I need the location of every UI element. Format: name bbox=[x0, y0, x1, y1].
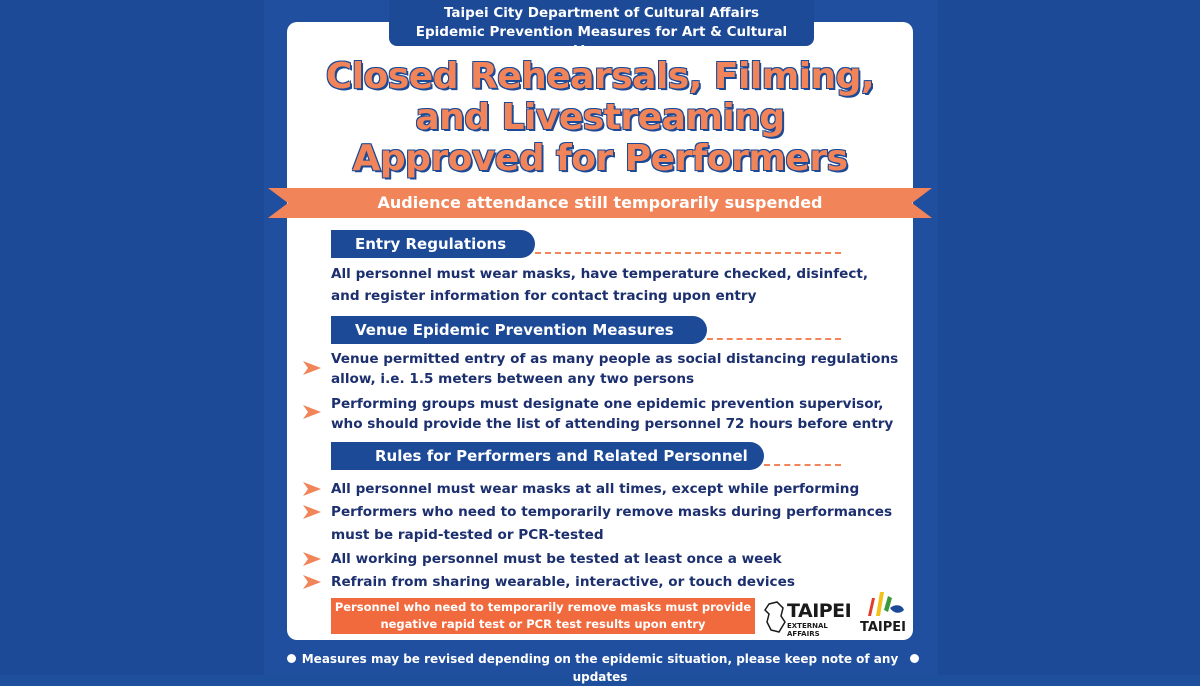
ribbon-text: Audience attendance still temporarily suspended bbox=[377, 193, 823, 212]
rules-item-2-line-1: Performers who need to temporarily remove masks during performances bbox=[331, 504, 893, 520]
taipei-brushstroke-icon bbox=[858, 588, 908, 622]
rules-item-1: All personnel must wear masks at all times, except while performing bbox=[331, 481, 860, 497]
notice-box bbox=[331, 598, 755, 634]
title-line-1: Closed Rehearsals, Filming, bbox=[325, 56, 875, 97]
taipei-map-icon bbox=[763, 600, 787, 636]
venue-item-2-line-2: who should provide the list of attending personnel 72 hours before entry bbox=[331, 416, 894, 432]
arrow-bullet-icon bbox=[303, 552, 321, 566]
venue-item-1-line-2: allow, i.e. 1.5 meters between any two persons bbox=[331, 371, 695, 387]
section-heading-entry: Entry Regulations bbox=[331, 230, 535, 258]
header-line-1: Taipei City Department of Cultural Affairs bbox=[443, 5, 760, 21]
logo-word: TAIPEI bbox=[860, 620, 907, 635]
venue-item-1-line-1: Venue permitted entry of as many people as social distancing regulations bbox=[331, 351, 899, 367]
background-left-panel bbox=[0, 0, 264, 675]
notice-line-2: negative rapid test or PCR test results upon entry bbox=[380, 617, 706, 631]
ribbon-banner bbox=[268, 188, 932, 218]
arrow-bullet-icon bbox=[303, 575, 321, 589]
taipei-city-logo bbox=[858, 588, 910, 638]
notice-line-1: Personnel who need to temporarily remove masks must provide bbox=[334, 600, 752, 614]
rules-item-3: All working personnel must be tested at least once a week bbox=[331, 551, 782, 567]
section-heading-rules: Rules for Performers and Related Personnel bbox=[331, 442, 764, 470]
arrow-bullet-icon bbox=[303, 405, 321, 419]
poster-title bbox=[287, 56, 913, 179]
logo-word: TAIPEI bbox=[787, 600, 852, 622]
header-line-2: Epidemic Prevention Measures for Art & Cultural Venues bbox=[415, 24, 788, 59]
section-divider bbox=[707, 338, 841, 340]
arrow-bullet-icon bbox=[303, 505, 321, 519]
title-line-2: and Livestreaming bbox=[415, 97, 785, 138]
footer-text: Measures may be revised depending on the epidemic situation, please keep note of any updates bbox=[301, 652, 899, 684]
background-right-panel bbox=[938, 0, 1200, 675]
entry-text-line-1: All personnel must wear masks, have temperature checked, disinfect, bbox=[331, 266, 869, 282]
taipei-external-affairs-logo bbox=[763, 600, 855, 636]
rules-item-4: Refrain from sharing wearable, interactive, or touch devices bbox=[331, 574, 795, 590]
rules-item-2-line-2: must be rapid-tested or PCR-tested bbox=[331, 527, 604, 543]
section-divider bbox=[764, 464, 841, 466]
section-divider bbox=[535, 252, 841, 254]
venue-item-2-line-1: Performing groups must designate one epidemic prevention supervisor, bbox=[331, 396, 884, 412]
section-heading-venue: Venue Epidemic Prevention Measures bbox=[331, 316, 707, 344]
arrow-bullet-icon bbox=[303, 361, 321, 375]
logo-subtitle: EXTERNAL AFFAIRS bbox=[787, 622, 828, 638]
title-line-3: Approved for Performers bbox=[352, 138, 848, 179]
arrow-bullet-icon bbox=[303, 482, 321, 496]
header-tab bbox=[389, 0, 814, 59]
entry-text-line-2: and register information for contact tracing upon entry bbox=[331, 288, 757, 304]
